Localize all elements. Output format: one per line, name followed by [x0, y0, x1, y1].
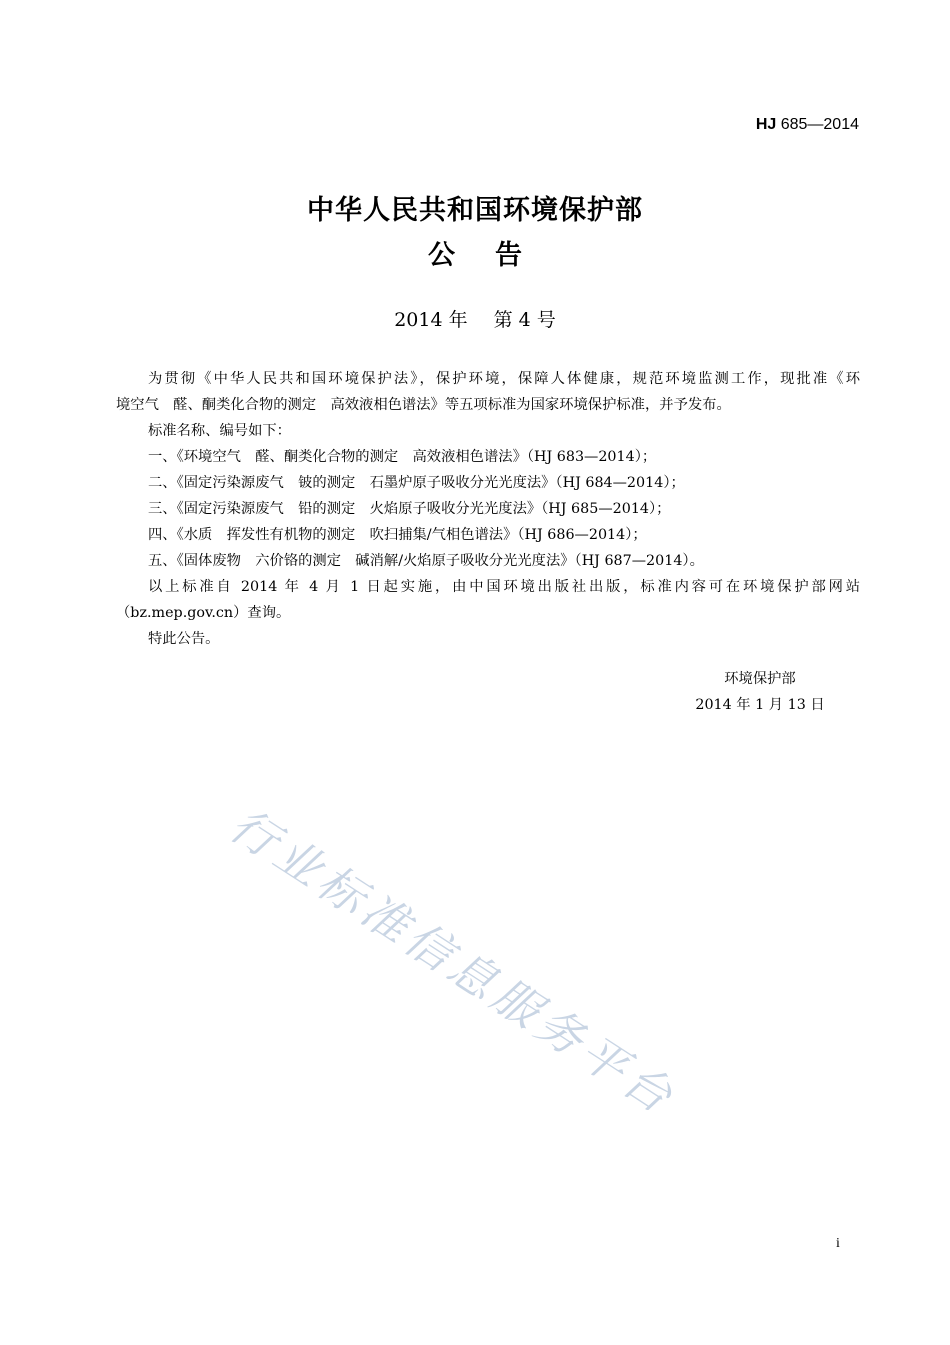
standard-item: 四、《水质 挥发性有机物的测定 吹扫捕集/气相色谱法》（HJ 686—2014）；	[148, 527, 647, 543]
ministry-title: 中华人民共和国环境保护部	[307, 195, 643, 226]
standard-item: 三、《固定污染源废气 铅的测定 火焰原子吸收分光光度法》（HJ 685—2014）；	[148, 501, 671, 517]
intro-line-2: 境空气 醛、酮类化合物的测定 高效液相色谱法》等五项标准为国家环境保护标准，并予发布。	[116, 397, 731, 413]
list-heading: 标准名称、编号如下：	[148, 423, 291, 439]
standard-code-number: 685—2014	[776, 116, 859, 133]
page-number: i	[836, 1236, 840, 1251]
closing-text: 特此公告。	[148, 631, 220, 647]
standard-code-prefix: HJ	[755, 116, 777, 133]
announcement-body	[116, 366, 860, 652]
signature-org: 环境保护部	[724, 671, 796, 687]
issue-number	[0, 305, 950, 332]
signature-date: 2014 年 1 月 13 日	[695, 697, 825, 713]
intro-line-1: 为贯彻《中华人民共和国环境保护法》，保护环境，保障人体健康，规范环境监测工作，现批准《环	[148, 371, 860, 387]
issue-no: 第 4 号	[493, 309, 556, 331]
effective-line-1: 以上标准自 2014 年 4 月 1 日起实施，由中国环境出版社出版，标准内容可在环境保护部网站	[148, 579, 860, 595]
effective-line-2: （bz.mep.gov.cn）查询。	[116, 605, 291, 621]
standard-item: 二、《固定污染源废气 铍的测定 石墨炉原子吸收分光光度法》（HJ 684—2014）；	[148, 475, 685, 491]
standard-item: 五、《固体废物 六价铬的测定 碱消解/火焰原子吸收分光光度法》（HJ 687—2014）。	[148, 553, 704, 569]
standard-item: 一、《环境空气 醛、酮类化合物的测定 高效液相色谱法》（HJ 683—2014）；	[148, 449, 657, 465]
issue-year: 2014 年	[394, 309, 468, 331]
standard-code	[756, 116, 859, 134]
signature-block	[690, 666, 830, 718]
watermark: 行业标准信息服务平台	[220, 797, 687, 1127]
announcement-title: 公告	[428, 240, 562, 271]
